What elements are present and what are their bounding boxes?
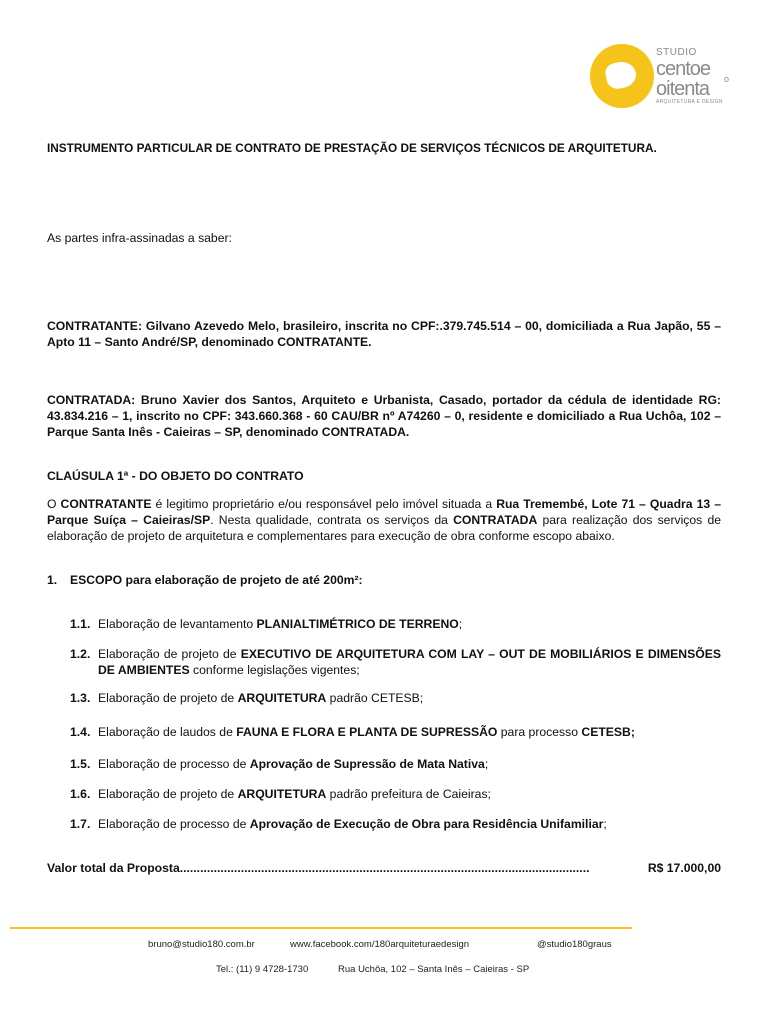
document-title: INSTRUMENTO PARTICULAR DE CONTRATO DE PRESTAÇÃO DE SERVIÇOS TÉCNICOS DE ARQUITETURA. (47, 141, 657, 155)
clausula-t1: O (47, 497, 61, 511)
item-number: 1.5. (70, 757, 91, 771)
item-bold: PLANIALTIMÉTRICO DE TERRENO (256, 617, 459, 631)
item-bold: ARQUITETURA (237, 787, 327, 801)
clausula-t4: para realização dos serviços de elaboração de projeto de arquitetura e complementares para execução de obra conforme escopo abaixo. (47, 513, 721, 543)
item-pre: Elaboração de levantamento (98, 617, 257, 631)
item-post: conforme legislações vigentes; (189, 663, 360, 677)
list-item (70, 646, 721, 678)
item-pre: Elaboração de projeto de (98, 647, 241, 661)
clausula-b2: Rua Tremembé, Lote 71 – Quadra 13 – Parque Suíça – Caieiras/SP (47, 497, 721, 527)
proposal-total (47, 860, 721, 876)
total-label-row (47, 860, 648, 876)
total-value: R$ 17.000,00 (647, 861, 721, 875)
footer-email[interactable]: bruno@studio180.com.br (148, 939, 255, 950)
item-number: 1.6. (70, 787, 91, 801)
list-item (70, 724, 721, 740)
item-bold: EXECUTIVO DE ARQUITETURA COM LAY – OUT DE MOBILIÁRIOS E DIMENSÕES DE AMBIENTES (98, 647, 721, 677)
clausula-title: CLAÚSULA 1ª - DO OBJETO DO CONTRATO (47, 469, 304, 483)
escopo-number: 1. (47, 573, 58, 587)
item-pre: Elaboração de laudos de (98, 725, 237, 739)
footer-divider (10, 927, 632, 929)
intro-text: As partes infra-assinadas a saber: (47, 231, 232, 245)
studio-logo (590, 44, 730, 114)
footer-instagram[interactable]: @studio180graus (537, 939, 612, 950)
item-pre: Elaboração de processo de (98, 817, 250, 831)
clausula-paragraph (47, 496, 721, 544)
logo-line-3: oitenta (656, 78, 710, 100)
logo-line-1: STUDIO (656, 47, 697, 58)
item-pre: Elaboração de projeto de (98, 691, 238, 705)
item-post: ; (603, 817, 607, 831)
item-post: ; (484, 757, 489, 771)
clausula-b1: CONTRATANTE (60, 497, 152, 511)
item-bold: Aprovação de Supressão de Mata Nativa (249, 757, 485, 771)
item-number: 1.2. (70, 647, 91, 661)
footer-facebook[interactable]: www.facebook.com/180arquiteturaedesign (290, 939, 470, 950)
item-post: padrão prefeitura de Caieiras; (326, 787, 491, 801)
list-item (70, 690, 721, 706)
item-text (98, 756, 721, 772)
item-number: 1.3. (70, 691, 91, 705)
contratada-paragraph: CONTRATADA: Bruno Xavier dos Santos, Arquiteto e Urbanista, Casado, portador da cédula de identidade RG: 43.834.216 – 1, inscrito no CPF: 343.660.368 - 60 CAU/BR nº A74260 – 0, residente e domiciliado a Rua Uchôa, 102 – Parque Santa Inês - Caieiras – SP, denominado CONTRATADA. (47, 393, 721, 439)
item-text (98, 616, 721, 632)
list-item (70, 786, 721, 802)
item-post: padrão CETESB; (326, 691, 424, 705)
clausula-b3: CONTRATADA (453, 513, 538, 527)
logo-line-4: ARQUITETURA E DESIGN (656, 99, 723, 105)
total-label: Valor total da Proposta (47, 861, 180, 875)
escopo-label: ESCOPO para elaboração de projeto de até 200m²: (70, 573, 363, 587)
logo-line-2: centoe (656, 58, 711, 80)
item-bold-2: CETESB; (581, 725, 635, 739)
logo-wordmark (656, 48, 723, 105)
item-text (98, 724, 721, 740)
escopo-heading (47, 572, 721, 588)
item-text (98, 816, 721, 832)
contratante-paragraph: CONTRATANTE: Gilvano Azevedo Melo, brasileiro, inscrita no CPF:.379.745.514 – 00, domiciliada a Rua Japão, 55 – Apto 11 – Santo André/SP, denominado CONTRATANTE. (47, 319, 721, 349)
logo-mark: o (724, 74, 730, 84)
list-item (70, 816, 721, 832)
item-bold: Aprovação de Execução de Obra para Residência Unifamiliar (249, 817, 604, 831)
item-number: 1.7. (70, 817, 91, 831)
list-item (70, 616, 721, 632)
item-pre: Elaboração de processo de (98, 757, 250, 771)
item-bold: ARQUITETURA (237, 691, 327, 705)
footer-phone: Tel.: (11) 9 4728-1730 (216, 964, 309, 975)
item-bold: FAUNA E FLORA E PLANTA DE SUPRESSÃO (236, 725, 498, 739)
clausula-t3: . Nesta qualidade, contrata os serviços da (210, 513, 454, 527)
footer-address: Rua Uchôa, 102 – Santa Inês – Caieiras - SP (338, 964, 530, 975)
clausula-t2: é legitimo proprietário e/ou responsável pelo imóvel situada a (151, 497, 497, 511)
item-pre: Elaboração de projeto de (98, 787, 238, 801)
item-text (98, 646, 721, 678)
total-dots: ......................................................................................................................... (179, 861, 590, 875)
studio180-logo-icon (590, 44, 654, 108)
item-number: 1.4. (70, 725, 91, 739)
list-item (70, 756, 721, 772)
item-number: 1.1. (70, 617, 91, 631)
item-post: ; (458, 617, 463, 631)
item-post: para processo (497, 725, 582, 739)
item-text (98, 690, 721, 706)
item-text (98, 786, 721, 802)
